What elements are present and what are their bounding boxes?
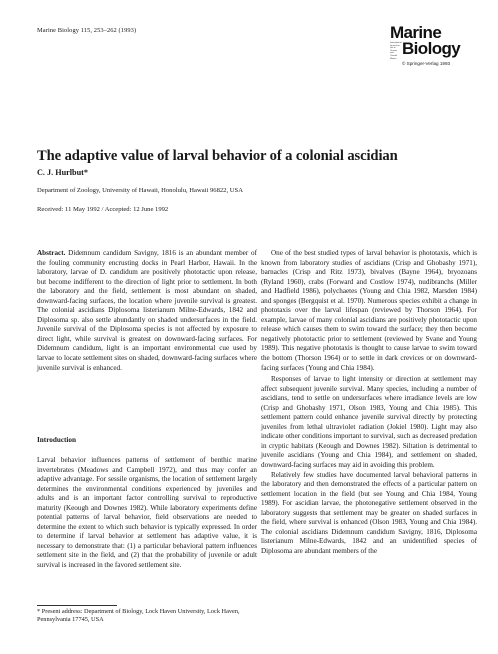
right-paragraph-2: Responses of larvae to light intensity or direction at settlement may affect subsequent juvenile survival. Many species, including a number of ascidians, tend to settle on undersurfaces where irradiance levels are low (Crisp and Ghobashy 1971, Olson 1983, Young and Chia 1985). This settlement pattern could enhance juvenile survival directly by protecting juveniles from lethal ultraviolet radiation (Jokiel 1980). Light may also indicate other conditions important to survival, such as decreased predation in cryptic habitats (Keough and Downes 1982). Siltation is detrimental to juvenile ascidians (Young and Chia 1984), and settlement on shaded, downward-facing surfaces may aid in avoiding this problem. [261,375,477,470]
received-dates: Received: 11 May 1992 / Accepted: 12 June 1992 [37,206,169,213]
right-paragraph-3: Relatively few studies have documented larval behavioral patterns in the laboratory and then demonstrated the effects of a particular pattern on settlement location in the field (but see Young and Chia 1984, Young 1989). For ascidian larvae, the photonegative settlement observed in the laboratory suggests that settlement may be greater on shaded surfaces in the field, where survival is enhanced (Olson 1983, Young and Chia 1984). The colonial ascidians Didemnum candidum Savigny, 1816, Diplosoma listerianum Milne-Edwards, 1842 and an unidentified species of Diplosoma are abundant members of the [261,470,477,555]
introduction-block [37,456,257,571]
logo-word-marine: Marine [390,23,442,42]
introduction-paragraph: Larval behavior influences patterns of settlement of benthic marine invertebrates (Meadows and Campbell 1972), and thus may confer an adaptive advantage. For sessile organisms, the location of settlement largely determines the environmental conditions experienced by juveniles and adults and is an important factor controlling survival to reproductive maturity (Keough and Downes 1982). While laboratory experiments define potential patterns of larval behavior, field observations are needed to determine the extent to which such behavior is typically expressed. In order to determine if larval behavior at settlement has adaptive value, it is necessary to demonstrate that: (1) a particular behavioral pattern influences settlement site in the field, and (2) that the probability of juvenile or adult survival is increased in the favored settlement site. [37,456,257,570]
logo-tagline: International Journal on Life in Oceans and Coastal Waters [390,42,402,60]
right-paragraph-1: One of the best studied types of larval behavior is phototaxis, which is known from laboratory studies of ascidians (Crisp and Ghobashy 1971), barnacles (Crisp and Ritz 1973), bivalves (Bayne 1964), bryozoans (Ryland 1960), crabs (Forward and Costlow 1974), nudibranchs (Miller and Hadfield 1986), polychaetes (Young and Chia 1982, Marsden 1984) and sponges (Bergquist et al. 1970). Numerous species exhibit a change in phototaxis over the larval lifespan (reviewed by Thorson 1964). For example, larvae of many colonial ascidians are positively phototactic upon release which causes them to swim toward the surface; they then become negatively phototactic prior to settlement (reviewed by Svane and Young 1989). This negative phototaxis is thought to cause larvae to swim toward the bottom (Thorson 1964) or to settle in dark crevices or on downward-facing surfaces (Young and Chia 1984). [261,249,477,372]
right-column [261,249,477,557]
journal-citation: Marine Biology 115, 253–262 (1993) [37,27,137,34]
logo-copyright: © Springer-Verlag 1993 [402,61,451,66]
author-affiliation: Department of Zoology, University of Hawaii, Honolulu, Hawaii 96822, USA [37,187,243,194]
journal-logo [390,24,470,74]
abstract-block [37,249,257,373]
abstract-paragraph [37,249,257,373]
abstract-label: Abstract. [37,249,66,257]
article-title: The adaptive value of larval behavior of a colonial ascidian [37,148,398,164]
logo-word-biology: Biology [402,39,461,58]
footnote-rule [37,605,117,606]
introduction-heading: Introduction [37,436,77,444]
footnote: * Present address: Department of Biology, Lock Haven University, Lock Haven, Pennsylvania 17745, USA [37,608,240,624]
article-author: C. J. Hurlbut* [37,168,88,177]
abstract-text: Didemnum candidum Savigny, 1816 is an abundant member of the fouling community encrusting docks in Pearl Harbor, Hawaii. In the laboratory, larvae of D. candidum are positively phototactic upon release, but become indifferent to the direction of light prior to settlement. In both the laboratory and the field, settlement is most abundant on shaded, downward-facing surfaces, the location where juvenile survival is greatest. The colonial ascidians Diplosoma listerianum Milne-Edwards, 1842 and Diplosoma sp. also settle abundantly on shaded undersurfaces in the field. Juvenile survival of the Diplosoma species is not affected by exposure to direct light, while survival is greatest on downward-facing surfaces. For Didemnum candidum, light is an important environmental cue used by larvae to locate settlement sites on shaded, downward-facing surfaces where juvenile survival is enhanced. [37,249,257,372]
